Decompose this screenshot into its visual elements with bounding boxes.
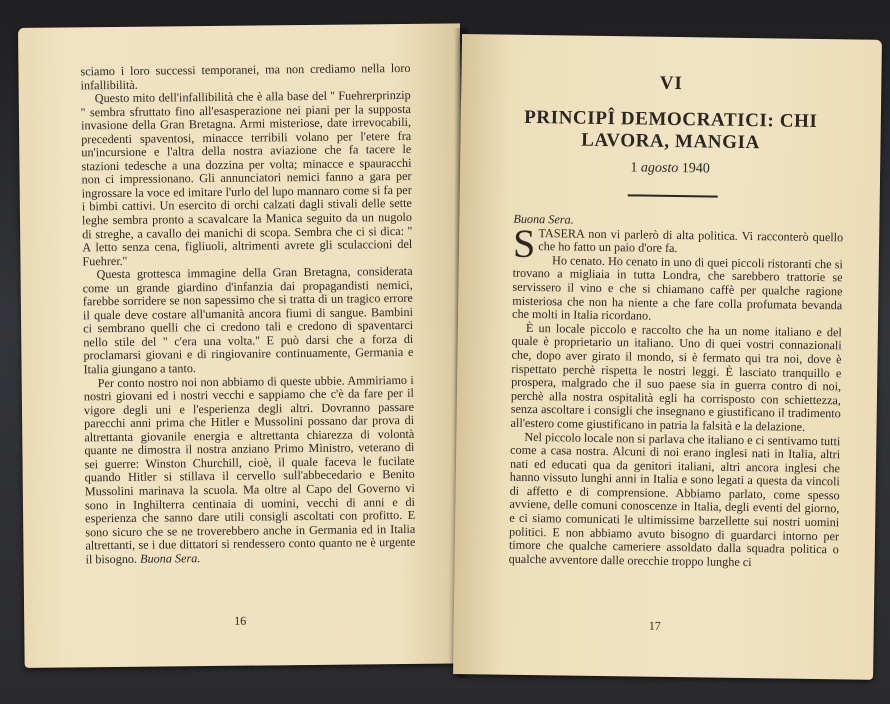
paragraph: Questo mito dell'infallibilità che è alla base del '' Fuehrerprinzip '' sembra sfruttato fino all'esasperazione nei piani per la supposta invasione della Gran Bretagna. Armi misteriose, date irrevocabili, precedenti spaventosi, minacce terribili volano per l'etere fra un'incursione e l'altra della nostra aviazione che fa tacere le stazioni tedesche a una dozzina per volta; minacce e spauracchi non ci impressionano. Gli annunciatori nemici fanno a gara per ingrossare la voce ed imitare l'urlo del lupo mannaro come si fa per i bimbi cattivi. Un esercito di orchi calzati dagli stivali delle sette leghe sembra pronto a scavalcare la Manica seguito da un nugolo di streghe, a cavallo dei manichi di scopa. Sembra che ci si dica: '' A letto senza cena, figliuoli, altrimenti avrete gli sculaccioni del Fuehrer.'' (80, 87, 413, 268)
page-number: 16 (234, 613, 247, 628)
chapter-number: VI (659, 72, 684, 95)
right-page (453, 34, 882, 680)
right-page-text (509, 213, 844, 571)
drop-cap: S (512, 220, 536, 266)
paragraph: Nel piccolo locale non si parlava che italiano e ci sentivamo tutti come a casa nostra. Alcuni di noi erano inglesi nati in Italia, altri nati ed educati qua da genitori italiani, altri ancora inglesi che hanno vissuto lunghi anni in Italia e sono legati a questa da vincoli di affetto e di comprensione. Abbiamo parlato, come spesso avviene, delle comuni conoscenze in Italia, degli eventi del giorno, e ci siamo comunicati le ultimissime barzellette sui nostri uomini politici. E non abbiamo avuto bisogno di guardarci intorno per timore che qualche cameriere assoldato dalla squadra politica o qualche avventore dalle orecchie troppo lunghe ci (508, 429, 841, 569)
page-number: 17 (648, 618, 661, 633)
paragraph: È un locale piccolo e raccolto che ha un nome italiano e del quale è proprietario un italiano. Uno di quei vostri connazionali che, dopo aver girato il mondo, si è fermato qui tra noi, dove è rispettato perchè rispetta le nostri leggi. È lasciato tranquillo e prospera, malgrado che il suo paese sia in guerra contro di noi, perchè alla nostra ospitalità egli ha corrisposto con schiettezza, senza ascoltare i consigli che insegnano e giustificano il tradimento all'estero come giustificano in patria la falsità e la delazione. (510, 320, 842, 434)
date-month: agosto (640, 160, 679, 177)
paragraph-text: Per conto nostro noi non abbiamo di queste ubbie. Ammiriamo i nostri giovani ed i nostri vecchi e sappiamo che c'è da fare per il vigore degli uni e l'esperienza degli altri. Dovranno passare parecchi anni prima che Hitler e Mussolini possano dar prova di altrettanta giovanile energia e altrettanta chiarezza di volontà quante ne dimostra il nostra anziano Primo Ministro, veterano di sei guerre: Winston Churchill, cioè, il quale faceva le fucilate quando Hitler si stillava il cervello sull'abbecedario e Benito Mussolini marinava la scuola. Ma oltre al Capo del Governo vi sono in Inghilterra centinaia di uomini, vecchi di anni e di esperienza che sanno dare utili consigli ascoltati con profitto. E sono sicuro che se ne troverebbero anche in Germania ed in Italia altrettanti, se i due dittatori si rendessero conto quanto ne è urgente il bisogno. (83, 372, 416, 567)
date-year: 1940 (681, 161, 710, 177)
date-day: 1 (630, 160, 638, 176)
opening-text: TASERA non vi parlerò di alta politica. Vi racconterò quello che ho fatto un paio d'ore fa. (538, 225, 844, 256)
chapter-title: PRINCIPÎ DEMOCRATICI: CHI LAVORA, MANGIA (524, 106, 818, 154)
paragraph: Questa grottesca immagine della Gran Bretagna, considerata come un grande giardino d'infanzia dai propagandisti nemici, farebbe sorridere se non sapessimo che si tratta di un tragico errore il quale deve costare all'umanità ancora fiumi di sangue. Bambini ci sembrano quelli che ci credono tali e credono di spaventarci nello stile del '' c'era una volta.'' E può darsi che a forza di proclamarsi giovani e di ringiovanire continuamente, Germania e Italia giungano a tanto. (82, 264, 414, 377)
paragraph: sciamo i loro successi temporanei, ma non crediamo nella loro infallibilità. (80, 60, 411, 92)
signoff: Buona Sera. (140, 550, 201, 566)
divider-rule (628, 194, 718, 197)
greeting: Buona Sera. (513, 211, 574, 227)
chapter-date (460, 158, 880, 180)
open-book (18, 28, 884, 688)
paragraph: Ho cenato. Ho cenato in uno di quei piccoli ristoranti che si trovano a migliaia in tutta Londra, che sarebbero trattorie se servissero il vino e che si chiamano caffè per qualche ragione misteriosa che non ha niente a che fare colla profumata bevanda che molti in Italia ricordano. (511, 253, 843, 323)
left-page-text (80, 62, 415, 567)
paragraph (84, 373, 416, 566)
left-page (18, 23, 467, 668)
